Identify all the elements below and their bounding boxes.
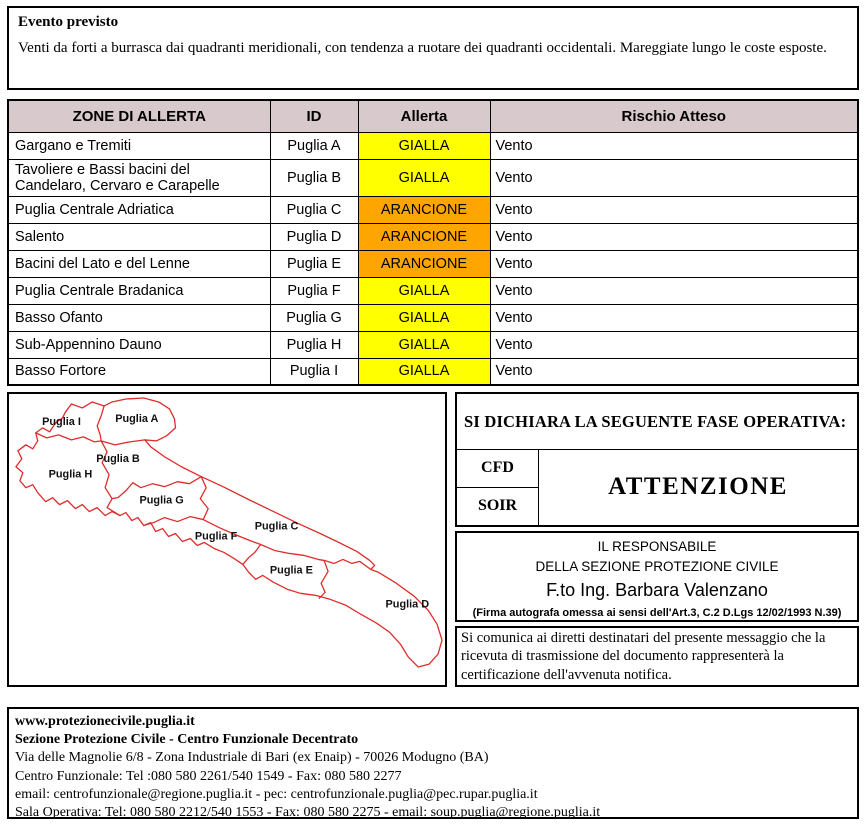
rischio-cell: Vento xyxy=(490,250,858,277)
allerta-level-cell: GIALLA xyxy=(358,159,490,196)
zone-name-cell: Bacini del Lato e del Lenne xyxy=(8,250,270,277)
map-label-puglia-d: Puglia D xyxy=(385,598,430,611)
alert-table-header-row xyxy=(8,100,858,132)
zone-id-cell: Puglia D xyxy=(270,223,358,250)
zone-name-cell: Basso Fortore xyxy=(8,358,270,385)
zone-name-cell: Puglia Centrale Adriatica xyxy=(8,196,270,223)
alert-table-row xyxy=(8,277,858,304)
allerta-level-cell: GIALLA xyxy=(358,304,490,331)
zone-id-cell: Puglia A xyxy=(270,132,358,159)
map-label-puglia-b: Puglia B xyxy=(96,452,140,465)
evento-previsto-box xyxy=(7,6,859,90)
responsabile-role-line1: IL RESPONSABILE xyxy=(597,538,717,554)
zone-id-cell: Puglia E xyxy=(270,250,358,277)
header-allerta: Allerta xyxy=(358,100,490,132)
zone-id-cell: Puglia H xyxy=(270,331,358,358)
rischio-cell: Vento xyxy=(490,277,858,304)
zone-name-cell: Sub-Appennino Dauno xyxy=(8,331,270,358)
footer-box xyxy=(7,707,859,819)
puglia-zones-map xyxy=(7,392,447,687)
footer-address: Via delle Magnolie 6/8 - Zona Industriale di Bari (ex Enaip) - 70026 Modugno (BA) xyxy=(15,750,489,766)
map-label-puglia-i: Puglia I xyxy=(42,415,81,428)
map-label-puglia-f: Puglia F xyxy=(194,530,238,543)
fase-operativa-value: ATTENZIONE xyxy=(608,473,788,501)
alert-table-row xyxy=(8,223,858,250)
fase-operativa-table xyxy=(457,450,857,525)
puglia-map-svg xyxy=(9,394,445,685)
notifica-box: Si comunica ai diretti destinatari del presente messaggio che la ricevuta di trasmissione del documento rappresenterà la certificazione dell'avvenuta notifica. xyxy=(455,626,859,688)
firma-note: (Firma autografa omessa ai sensi dell'Art.3, C.2 D.Lgs 12/02/1993 N.39) xyxy=(472,606,842,619)
map-label-puglia-g: Puglia G xyxy=(139,494,184,507)
bottom-section xyxy=(7,392,859,687)
allerta-level-cell: GIALLA xyxy=(358,132,490,159)
cfd-label: CFD xyxy=(457,450,538,488)
zone-name-cell: Puglia Centrale Bradanica xyxy=(8,277,270,304)
alert-table-row xyxy=(8,331,858,358)
footer-section-name: Sezione Protezione Civile - Centro Funzionale Decentrato xyxy=(15,732,359,748)
zone-name-cell: Basso Ofanto xyxy=(8,304,270,331)
fase-operativa-box xyxy=(455,392,859,527)
rischio-cell: Vento xyxy=(490,132,858,159)
rischio-cell: Vento xyxy=(490,304,858,331)
allerta-level-cell: ARANCIONE xyxy=(358,250,490,277)
alert-table-row xyxy=(8,196,858,223)
footer-email-pec: email: centrofunzionale@regione.puglia.it - pec: centrofunzionale.puglia@pec.rupar.puglia.it xyxy=(15,786,538,802)
alert-table-row xyxy=(8,159,858,196)
rischio-cell: Vento xyxy=(490,223,858,250)
zone-name-cell: Gargano e Tremiti xyxy=(8,132,270,159)
allerta-level-cell: GIALLA xyxy=(358,358,490,385)
zone-id-cell: Puglia F xyxy=(270,277,358,304)
allerta-level-cell: GIALLA xyxy=(358,277,490,304)
alert-table xyxy=(7,99,859,386)
alert-table-row xyxy=(8,304,858,331)
responsabile-role-line2: DELLA SEZIONE PROTEZIONE CIVILE xyxy=(535,558,779,574)
zone-id-cell: Puglia G xyxy=(270,304,358,331)
soir-label: SOIR xyxy=(477,497,518,515)
allerta-level-cell: ARANCIONE xyxy=(358,223,490,250)
rischio-cell: Vento xyxy=(490,196,858,223)
rischio-cell: Vento xyxy=(490,331,858,358)
footer-centro-funzionale-contacts: Centro Funzionale: Tel :080 580 2261/540 1549 - Fax: 080 580 2277 xyxy=(15,768,402,784)
evento-title: Evento previsto xyxy=(18,14,119,30)
map-label-puglia-h: Puglia H xyxy=(48,468,93,481)
alert-table-row xyxy=(8,358,858,385)
header-id: ID xyxy=(270,100,358,132)
header-zone: ZONE DI ALLERTA xyxy=(8,100,270,132)
declaration-panel xyxy=(455,392,859,687)
zone-id-cell: Puglia C xyxy=(270,196,358,223)
zone-id-cell: Puglia I xyxy=(270,358,358,385)
rischio-cell: Vento xyxy=(490,358,858,385)
alert-table-row xyxy=(8,132,858,159)
zone-name-cell: Salento xyxy=(8,223,270,250)
map-label-puglia-a: Puglia A xyxy=(115,412,159,425)
map-label-puglia-c: Puglia C xyxy=(254,520,299,533)
allerta-level-cell: GIALLA xyxy=(358,331,490,358)
zone-id-cell: Puglia B xyxy=(270,159,358,196)
map-zone-borders xyxy=(36,406,371,598)
fase-operativa-title: SI DICHIARA LA SEGUENTE FASE OPERATIVA: xyxy=(457,394,857,450)
zone-name-cell: Tavoliere e Bassi bacini del Candelaro, Cervaro e Carapelle xyxy=(8,159,270,196)
evento-description: Venti da forti a burrasca dai quadranti meridionali, con tendenza a ruotare dei quadranti occidentali. Mareggiate lungo le coste esposte. xyxy=(18,40,827,56)
map-label-puglia-e: Puglia E xyxy=(269,564,313,577)
responsabile-name: F.to Ing. Barbara Valenzano xyxy=(546,579,768,600)
alert-table-row xyxy=(8,250,858,277)
responsabile-box xyxy=(455,531,859,622)
allerta-level-cell: ARANCIONE xyxy=(358,196,490,223)
header-rischio: Rischio Atteso xyxy=(490,100,858,132)
rischio-cell: Vento xyxy=(490,159,858,196)
footer-website: www.protezionecivile.puglia.it xyxy=(15,714,195,729)
footer-sala-operativa-contacts: Sala Operativa: Tel: 080 580 2212/540 1553 - Fax: 080 580 2275 - email: soup.puglia@regione.puglia.it xyxy=(15,805,601,821)
